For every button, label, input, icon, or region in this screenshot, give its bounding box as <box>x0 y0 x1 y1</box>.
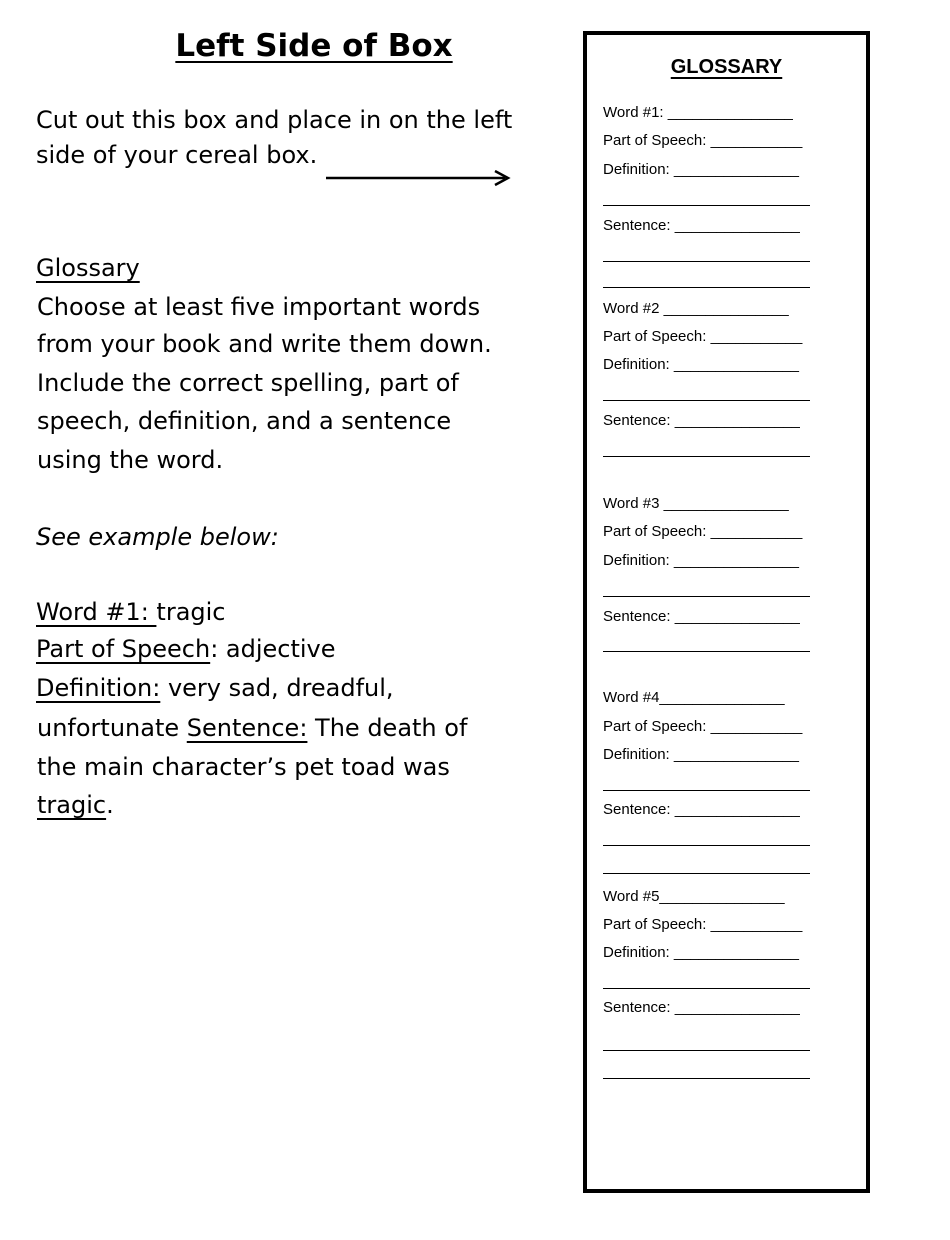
instruction-line: speech, definition, and a sentence <box>37 407 452 435</box>
example-word-line <box>36 597 226 627</box>
see-example-label: See example below: <box>36 523 279 551</box>
glossary-blank-line[interactable] <box>603 845 810 846</box>
glossary-word-1[interactable]: Word #1: _______________ <box>603 104 793 121</box>
glossary-sentence-1[interactable]: Sentence: _______________ <box>603 217 800 234</box>
glossary-pos-2[interactable]: Part of Speech: ___________ <box>603 328 803 345</box>
instruction-line: Choose at least five important words <box>37 293 481 321</box>
instruction-line: using the word. <box>37 446 224 474</box>
glossary-def-1[interactable]: Definition: _______________ <box>603 161 800 178</box>
intro-line-2: side of your cereal box. <box>36 141 318 169</box>
example-tragic-word: tragic <box>37 791 107 819</box>
example-line-4 <box>37 790 114 820</box>
example-word-label: Word #1: <box>36 598 157 626</box>
glossary-sentence-5[interactable]: Sentence: _______________ <box>603 999 800 1016</box>
glossary-blank-line[interactable] <box>603 1050 810 1051</box>
glossary-word-5[interactable]: Word #5_______________ <box>603 888 785 905</box>
intro-line-1: Cut out this box and place in on the left <box>36 106 513 134</box>
example-word-value: tragic <box>156 598 226 626</box>
glossary-pos-3[interactable]: Part of Speech: ___________ <box>603 523 803 540</box>
example-sentence-line <box>37 713 467 743</box>
instruction-line: from your book and write them down. <box>37 330 492 358</box>
glossary-def-4[interactable]: Definition: _______________ <box>603 746 800 763</box>
example-pos-label: Part of Speech <box>36 635 211 663</box>
glossary-pos-5[interactable]: Part of Speech: ___________ <box>603 916 803 933</box>
example-line2-post: The death of <box>307 714 468 742</box>
example-def-label: Definition: <box>36 674 161 702</box>
glossary-def-3[interactable]: Definition: _______________ <box>603 552 800 569</box>
glossary-blank-line[interactable] <box>603 456 810 457</box>
glossary-blank-line[interactable] <box>603 988 810 989</box>
glossary-sentence-3[interactable]: Sentence: _______________ <box>603 608 800 625</box>
glossary-blank-line[interactable] <box>603 205 810 206</box>
glossary-blank-line[interactable] <box>603 651 810 652</box>
glossary-word-3[interactable]: Word #3 _______________ <box>603 495 789 512</box>
instruction-line: Include the correct spelling, part of <box>37 369 459 397</box>
example-sentence-label: Sentence: <box>186 714 308 742</box>
glossary-blank-line[interactable] <box>603 1078 810 1079</box>
page-title: Left Side of Box <box>175 28 453 64</box>
glossary-def-2[interactable]: Definition: _______________ <box>603 356 800 373</box>
example-pos-value: : adjective <box>210 635 336 663</box>
glossary-blank-line[interactable] <box>603 873 810 874</box>
glossary-pos-1[interactable]: Part of Speech: ___________ <box>603 132 803 149</box>
glossary-heading: Glossary <box>36 254 140 282</box>
example-line-3: the main character’s pet toad was <box>37 753 450 781</box>
example-line2-pre: unfortunate <box>37 714 187 742</box>
glossary-sentence-2[interactable]: Sentence: _______________ <box>603 412 800 429</box>
example-line4-post: . <box>106 791 114 819</box>
example-def-value: very sad, dreadful, <box>160 674 394 702</box>
example-def-line <box>36 673 394 703</box>
glossary-sentence-4[interactable]: Sentence: _______________ <box>603 801 800 818</box>
glossary-blank-line[interactable] <box>603 400 810 401</box>
glossary-title: GLOSSARY <box>670 56 783 78</box>
glossary-word-2[interactable]: Word #2 _______________ <box>603 300 789 317</box>
example-pos-line <box>36 634 336 664</box>
right-arrow-icon <box>325 170 515 188</box>
glossary-def-5[interactable]: Definition: _______________ <box>603 944 800 961</box>
glossary-blank-line[interactable] <box>603 261 810 262</box>
glossary-blank-line[interactable] <box>603 287 810 288</box>
glossary-word-4[interactable]: Word #4_______________ <box>603 689 785 706</box>
glossary-pos-4[interactable]: Part of Speech: ___________ <box>603 718 803 735</box>
glossary-blank-line[interactable] <box>603 790 810 791</box>
glossary-blank-line[interactable] <box>603 596 810 597</box>
